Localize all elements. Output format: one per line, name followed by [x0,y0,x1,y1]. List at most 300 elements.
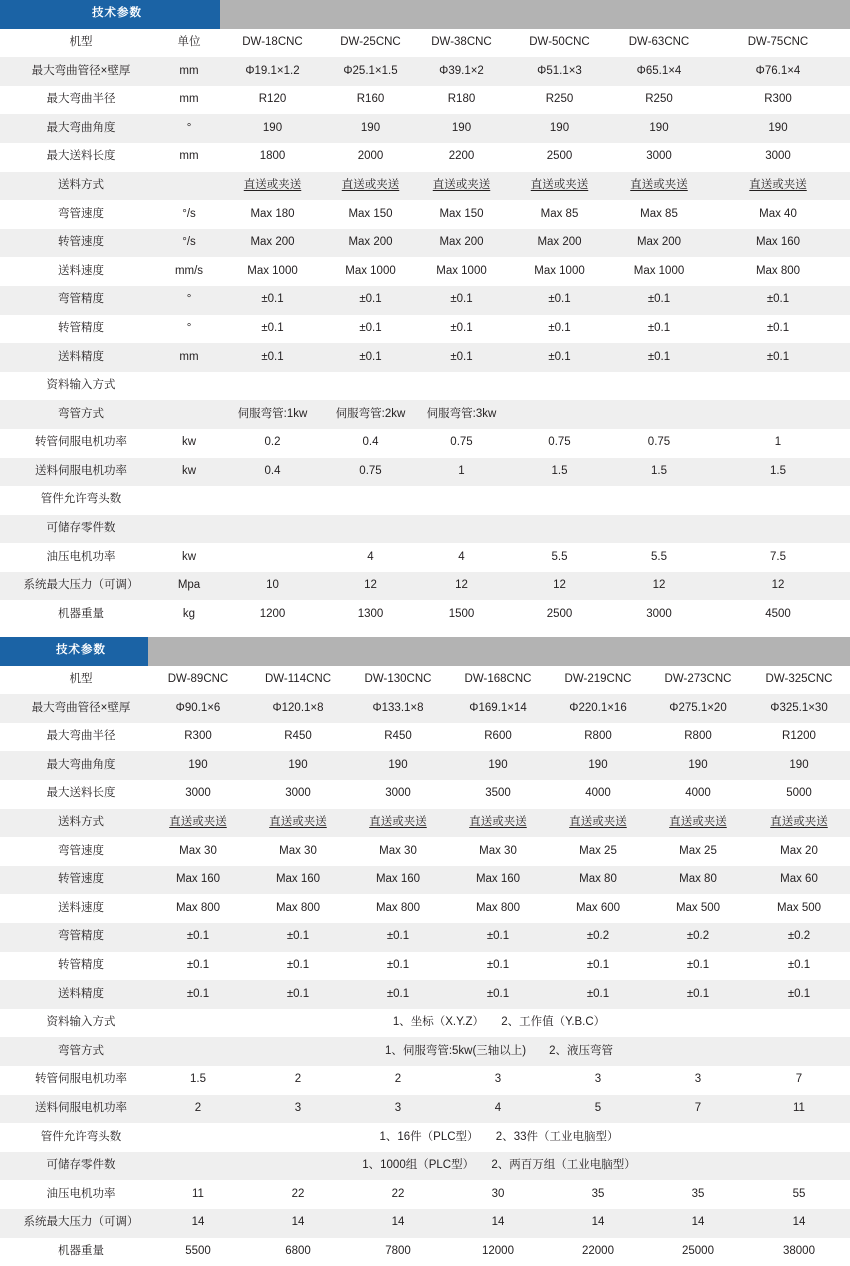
cell: ±0.1 [348,923,448,952]
cell: 5.5 [507,543,612,572]
cell: 5 [548,1095,648,1124]
cell: Φ220.1×16 [548,694,648,723]
cell: ±0.1 [612,343,706,372]
cell: 1800 [220,143,325,172]
cell: 2500 [507,600,612,629]
row-label: 最大弯曲角度 [0,751,148,780]
cell: Φ120.1×8 [248,694,348,723]
cell: ±0.1 [548,980,648,1009]
cell: 190 [325,114,416,143]
cell: 3 [348,1095,448,1124]
row-label: 最大送料长度 [0,143,148,172]
row-label: 转管精度 [0,952,148,981]
cell: ±0.1 [448,980,548,1009]
table-row [0,114,850,143]
cell: 4 [416,543,507,572]
row-label: 油压电机功率 [0,1180,148,1209]
cell: ±0.1 [220,315,325,344]
cell: ±0.1 [612,315,706,344]
spec-table-2 [0,637,850,1266]
cell: Max 160 [248,866,348,895]
cell: 3000 [248,780,348,809]
row-label: 最大弯曲管径×壁厚 [0,694,148,723]
table-row [0,572,850,601]
cell: R300 [148,723,248,752]
cell: ±0.1 [416,286,507,315]
table-row [0,980,850,1009]
cell: 直送或夹送 [507,172,612,201]
cell: 直送或夹送 [548,809,648,838]
cell: Max 800 [706,257,850,286]
cell: 1.5 [507,458,612,487]
table-row [0,257,850,286]
row-label: 弯管方式 [0,1037,148,1066]
cell: 190 [507,114,612,143]
cell: Max 25 [548,837,648,866]
row-label: 送料方式 [0,172,148,201]
cell: 12 [416,572,507,601]
cell: ±0.1 [507,286,612,315]
cell: 3000 [612,600,706,629]
cell: Max 160 [148,866,248,895]
cell: 22 [248,1180,348,1209]
cell: 38000 [748,1238,850,1266]
cell: 5000 [748,780,850,809]
row-label: 送料伺服电机功率 [0,458,148,487]
band-fill-2 [148,637,850,666]
cell: 14 [248,1209,348,1238]
cell: 14 [348,1209,448,1238]
cell: DW-273CNC [648,666,748,695]
table-row [0,57,850,86]
row-unit: ° [148,114,220,143]
row-unit: ° [148,286,220,315]
cell: 4000 [648,780,748,809]
cell: R120 [220,86,325,115]
table-row [0,600,850,629]
cell: 7 [648,1095,748,1124]
cell: 190 [612,114,706,143]
cell: 3000 [148,780,248,809]
cell: R800 [548,723,648,752]
cell: 22000 [548,1238,648,1266]
cell: 伺服弯管:3kw [416,400,507,429]
row-label: 机型 [0,666,148,695]
cell: 55 [748,1180,850,1209]
table-row [0,952,850,981]
cell: 3 [448,1066,548,1095]
table-row [0,1152,850,1181]
cell: 3 [548,1066,648,1095]
cell: 190 [448,751,548,780]
cell: ±0.1 [448,952,548,981]
row-unit [148,515,220,544]
cell: ±0.1 [416,315,507,344]
cell: Max 800 [348,894,448,923]
row-unit: mm [148,57,220,86]
cell: 190 [748,751,850,780]
cell: 14 [648,1209,748,1238]
cell: 14 [148,1209,248,1238]
cell: 4 [448,1095,548,1124]
row-label: 管件允许弯头数 [0,486,148,515]
cell: ±0.1 [448,923,548,952]
cell: 1300 [325,600,416,629]
cell: ±0.1 [325,286,416,315]
cell: 直送或夹送 [648,809,748,838]
cell: Φ90.1×6 [148,694,248,723]
cell: 190 [220,114,325,143]
cell: Max 80 [548,866,648,895]
cell: ±0.1 [248,980,348,1009]
cell: DW-168CNC [448,666,548,695]
cell: 12 [507,572,612,601]
cell: 0.75 [416,429,507,458]
band-fill-1 [220,0,850,29]
cell: Φ25.1×1.5 [325,57,416,86]
row-unit: °/s [148,229,220,258]
cell: ±0.1 [648,952,748,981]
spec-table-1 [0,0,850,629]
merged-cell [220,372,850,401]
cell: ±0.1 [507,315,612,344]
cell: R180 [416,86,507,115]
cell: 直送或夹送 [748,809,850,838]
cell: Max 80 [648,866,748,895]
table-row [0,372,850,401]
cell: 伺服弯管:1kw [220,400,325,429]
cell: R250 [612,86,706,115]
table-row [0,809,850,838]
cell: 190 [348,751,448,780]
cell [220,543,325,572]
merged-cell: 1、坐标（X.Y.Z） 2、工作值（Y.B.C） [148,1009,850,1038]
row-label: 转管速度 [0,866,148,895]
cell: Max 200 [416,229,507,258]
cell: Max 30 [448,837,548,866]
table-row [0,894,850,923]
row-label: 转管伺服电机功率 [0,429,148,458]
row-label: 弯管精度 [0,923,148,952]
cell: 1.5 [612,458,706,487]
cell: R600 [448,723,548,752]
row-label: 弯管精度 [0,286,148,315]
table-row [0,1037,850,1066]
cell: Max 20 [748,837,850,866]
cell: Max 1000 [220,257,325,286]
cell: DW-219CNC [548,666,648,695]
table-row [0,1009,850,1038]
cell: Max 200 [612,229,706,258]
cell: Max 800 [448,894,548,923]
table-row [0,694,850,723]
cell: 2 [348,1066,448,1095]
cell: 0.75 [325,458,416,487]
table-row [0,143,850,172]
cell: Max 160 [448,866,548,895]
cell: DW-63CNC [612,29,706,58]
cell: ±0.1 [612,286,706,315]
cell: 12 [706,572,850,601]
table-row [0,29,850,58]
cell: Max 1000 [416,257,507,286]
cell: ±0.2 [748,923,850,952]
cell: Max 25 [648,837,748,866]
cell: 14 [448,1209,548,1238]
cell: DW-130CNC [348,666,448,695]
cell: Φ275.1×20 [648,694,748,723]
row-unit: mm [148,143,220,172]
cell: Max 85 [507,200,612,229]
band-row-2 [0,637,850,666]
cell: Φ19.1×1.2 [220,57,325,86]
cell: Max 200 [507,229,612,258]
row-unit: 单位 [148,29,220,58]
table-row [0,543,850,572]
row-label: 资料输入方式 [0,372,148,401]
table-row [0,172,850,201]
cell: Φ39.1×2 [416,57,507,86]
cell: Max 1000 [612,257,706,286]
table-row [0,1066,850,1095]
cell: Max 160 [706,229,850,258]
row-label: 系统最大压力（可调） [0,572,148,601]
cell: Max 500 [748,894,850,923]
row-label: 送料伺服电机功率 [0,1095,148,1124]
cell: 直送或夹送 [148,809,248,838]
cell: Max 180 [220,200,325,229]
table-row [0,780,850,809]
band-row-1 [0,0,850,29]
cell: 12000 [448,1238,548,1266]
table-row [0,86,850,115]
table-row [0,486,850,515]
row-label: 送料方式 [0,809,148,838]
row-label: 系统最大压力（可调） [0,1209,148,1238]
cell: 14 [748,1209,850,1238]
cell: 5500 [148,1238,248,1266]
cell: 直送或夹送 [416,172,507,201]
row-label: 可储存零件数 [0,1152,148,1181]
cell [507,400,612,429]
cell: R1200 [748,723,850,752]
cell: Max 30 [248,837,348,866]
cell: ±0.1 [706,286,850,315]
cell: 0.2 [220,429,325,458]
cell: DW-25CNC [325,29,416,58]
table-row [0,723,850,752]
cell: 直送或夹送 [348,809,448,838]
table-row [0,1180,850,1209]
row-label: 机型 [0,29,148,58]
cell: Max 150 [416,200,507,229]
cell: 0.75 [507,429,612,458]
cell: 7800 [348,1238,448,1266]
cell: 1200 [220,600,325,629]
cell: DW-38CNC [416,29,507,58]
table-row [0,1209,850,1238]
cell: 35 [548,1180,648,1209]
cell: ±0.1 [325,315,416,344]
table-row [0,923,850,952]
table-row [0,315,850,344]
cell: 7 [748,1066,850,1095]
cell: 直送或夹送 [612,172,706,201]
row-label: 资料输入方式 [0,1009,148,1038]
cell: Max 800 [248,894,348,923]
cell: ±0.1 [706,315,850,344]
row-label: 送料精度 [0,343,148,372]
cell: ±0.2 [548,923,648,952]
table-row [0,229,850,258]
cell: 4500 [706,600,850,629]
cell: DW-50CNC [507,29,612,58]
cell: Φ325.1×30 [748,694,850,723]
row-label: 送料速度 [0,257,148,286]
cell: 直送或夹送 [220,172,325,201]
row-unit [148,372,220,401]
row-unit: mm [148,86,220,115]
cell: ±0.1 [220,286,325,315]
table-row [0,751,850,780]
band-title-2: 技术参数 [0,637,148,666]
cell: Max 200 [325,229,416,258]
row-unit: °/s [148,200,220,229]
cell: Max 200 [220,229,325,258]
cell: 190 [148,751,248,780]
cell: 35 [648,1180,748,1209]
row-label: 弯管方式 [0,400,148,429]
row-unit [148,172,220,201]
row-label: 最大弯曲角度 [0,114,148,143]
cell: Max 30 [148,837,248,866]
row-unit [148,486,220,515]
cell: R800 [648,723,748,752]
cell: R300 [706,86,850,115]
cell: ±0.1 [748,980,850,1009]
cell: ±0.1 [416,343,507,372]
cell [706,400,850,429]
band-title-1: 技术参数 [0,0,220,29]
row-unit: kg [148,600,220,629]
cell: ±0.1 [148,923,248,952]
cell: 190 [248,751,348,780]
cell: DW-89CNC [148,666,248,695]
cell: ±0.1 [348,980,448,1009]
cell: 0.4 [325,429,416,458]
cell [612,400,706,429]
cell: 伺服弯管:2kw [325,400,416,429]
cell: 11 [148,1180,248,1209]
cell: DW-75CNC [706,29,850,58]
cell: Φ133.1×8 [348,694,448,723]
cell: 直送或夹送 [248,809,348,838]
cell: ±0.1 [148,952,248,981]
cell: 190 [548,751,648,780]
row-unit: kw [148,429,220,458]
row-label: 机器重量 [0,600,148,629]
cell: ±0.1 [248,923,348,952]
cell: ±0.1 [148,980,248,1009]
row-unit: ° [148,315,220,344]
cell: 1 [706,429,850,458]
cell: ±0.1 [648,980,748,1009]
cell: 3 [248,1095,348,1124]
cell: 3000 [348,780,448,809]
table-row [0,515,850,544]
cell: DW-325CNC [748,666,850,695]
row-unit [148,400,220,429]
cell: 11 [748,1095,850,1124]
cell: 190 [416,114,507,143]
cell: 3000 [706,143,850,172]
cell: 3500 [448,780,548,809]
cell: 4000 [548,780,648,809]
cell: ±0.1 [325,343,416,372]
row-label: 转管速度 [0,229,148,258]
row-label: 最大送料长度 [0,780,148,809]
cell: 2 [148,1095,248,1124]
cell: 25000 [648,1238,748,1266]
row-label: 弯管速度 [0,837,148,866]
row-label: 送料速度 [0,894,148,923]
cell: Max 1000 [507,257,612,286]
cell: 直送或夹送 [325,172,416,201]
cell: 6800 [248,1238,348,1266]
table-row [0,200,850,229]
cell: 1 [416,458,507,487]
row-label: 最大弯曲半径 [0,723,148,752]
cell: 22 [348,1180,448,1209]
cell: DW-18CNC [220,29,325,58]
cell: ±0.1 [220,343,325,372]
cell: Max 800 [148,894,248,923]
merged-cell [220,486,850,515]
row-label: 最大弯曲半径 [0,86,148,115]
table-row [0,1238,850,1266]
cell: 1.5 [148,1066,248,1095]
row-unit: kw [148,543,220,572]
table-row [0,837,850,866]
row-unit: mm [148,343,220,372]
cell: Max 1000 [325,257,416,286]
cell: 直送或夹送 [706,172,850,201]
row-label: 可储存零件数 [0,515,148,544]
row-label: 机器重量 [0,1238,148,1266]
cell: 2200 [416,143,507,172]
row-unit: kw [148,458,220,487]
table-row [0,286,850,315]
cell: Max 600 [548,894,648,923]
cell: 12 [612,572,706,601]
cell: R250 [507,86,612,115]
cell: Φ65.1×4 [612,57,706,86]
cell: ±0.1 [248,952,348,981]
table-row [0,1095,850,1124]
cell: Max 150 [325,200,416,229]
row-label: 送料精度 [0,980,148,1009]
cell: 直送或夹送 [448,809,548,838]
table-row [0,458,850,487]
cell: R450 [248,723,348,752]
cell: Max 500 [648,894,748,923]
row-label: 最大弯曲管径×壁厚 [0,57,148,86]
cell: 0.75 [612,429,706,458]
cell: 5.5 [612,543,706,572]
cell: 7.5 [706,543,850,572]
section-gap [0,629,850,637]
cell: Max 160 [348,866,448,895]
